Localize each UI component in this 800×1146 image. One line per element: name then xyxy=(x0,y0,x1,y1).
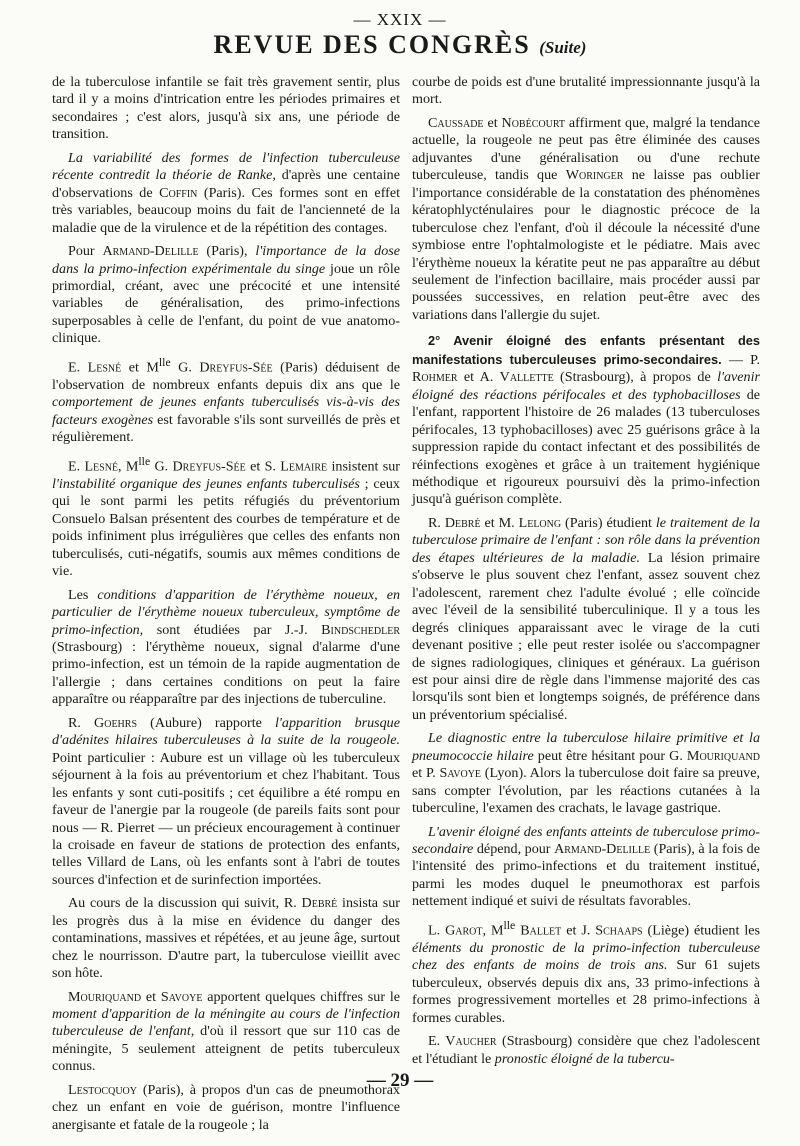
author-name: P. Savoye xyxy=(425,765,482,782)
text: Point particulier : Aubure est un village où les tuberculeux séjournent à la fois au préventorium et chez l'habitant. Tous les enfants y sont cuti-positifs ; cet équilibre a été rompu en faveur de l'anergie par la rougeole (de pareils faits sont pour nous — R. Pierret — un précieux encouragement à continuer la croisade en faveur de stations de protection des enfants, telles Villard de Lans, où les enfants sont à l'abri de toutes sources d'infection et de surinfection importées. xyxy=(52,749,400,888)
author-name: Armand-Delille xyxy=(102,243,199,260)
author-name: Savoye xyxy=(160,988,203,1005)
text: peut être hésitant pour xyxy=(533,747,670,764)
text: (Lyon). Alors la tuberculose doit faire sa preuve, sans compter l'évolution, par les réactions cutanées à la tuberculine, l'examen des crachats, le lavage gastrique. xyxy=(412,765,761,817)
text: (Strasbourg) : l'érythème noueux, signal d'alarme d'une primo-infection, est un témoin de la rapide augmentation de l'allergie ; dans certaines conditions on peut la faire apparaître ou réapparaître par des injections de tuberculine. xyxy=(52,638,400,708)
text: joue un rôle primordial, créant, avec une précocité et une intensité variables de généralisation, des primo-infections superposables à celle de l'enfant, du point de vue anatomo-clinique. xyxy=(52,260,401,347)
text: Les xyxy=(68,586,98,603)
italic-text: l'avenir éloigné des réactions périfocales et des typhobacilloses xyxy=(412,369,760,403)
text: et xyxy=(141,988,161,1005)
paragraph xyxy=(412,74,760,109)
author-name: Mouriquand xyxy=(68,988,142,1005)
text: d'où il ressort que sur 110 cas de méningite, 5 seulement atteignent de petits tuberculeux connus. xyxy=(52,1023,400,1075)
text: et xyxy=(483,114,502,131)
right-column xyxy=(412,74,760,1074)
author-name: G. Dreyfus-Sée xyxy=(150,458,246,475)
text: courbe de poids est d'une brutalité impressionnante jusqu'à la mort. xyxy=(412,74,760,108)
text: dépend, pour xyxy=(473,841,555,858)
italic-text: l'importance de la dose dans la primo-infection expérimentale du singe xyxy=(52,243,401,277)
paragraph xyxy=(412,917,760,1027)
paragraph xyxy=(52,587,400,709)
author-name: Woringer xyxy=(565,167,624,184)
paragraph xyxy=(52,895,400,982)
text: et M xyxy=(121,359,159,376)
author-name: R. Debré xyxy=(428,514,481,531)
paragraph xyxy=(52,715,400,890)
author-name: S. Lemaire xyxy=(264,458,328,475)
author-name: Ballet xyxy=(515,922,562,939)
italic-text: comportement de jeunes enfants tuberculisés vis-à-vis des facteurs exogènes xyxy=(52,394,400,428)
author-name: E. Lesné xyxy=(68,359,122,376)
text: de l'enfant, rapportent l'histoire de 26 malades (13 tuberculoses périfocales, 13 typhobacilloses) avec 25 guérisons grâce à la suppression rapide du contact infectant et des possibilités de réinfections exogènes et grâce à un traitement hygiénique méthodique et rigoureux poursuivi dès la primo-infection jusqu'à guérison complète. xyxy=(412,386,760,508)
italic-text: La variabilité des formes de l'infection tuberculeuse récente contredit la théorie de Ranke, xyxy=(52,149,400,184)
author-name: E. Lesné, xyxy=(68,458,122,475)
text: (Liège) étudient les xyxy=(642,922,760,939)
author-name: L. Garot, xyxy=(428,922,487,939)
paragraph xyxy=(52,243,400,348)
page-title-text: REVUE DES CONGRÈS xyxy=(213,30,531,59)
page-title-suite: (Suite) xyxy=(539,38,587,57)
text: (Paris), à la fois de l'intensité des primo-infections et du traitement institué, parmi les modes duquel le pneumothorax est parfois nettement indiqué et suivi de résultats favorables. xyxy=(412,841,760,910)
text: ; ceux qui le sont parmi les petits réfugiés du préventorium Consuelo Balsan présentent des courbes de température et de poids infiniment plus irrégulières que celles des enfants non tuberculisés, cuti-négatifs, soumis aux mêmes conditions de vie. xyxy=(52,475,400,580)
text: (Strasbourg) considère que chez l'adolescent et l'étudiant le xyxy=(412,1033,760,1067)
paragraph xyxy=(52,989,400,1076)
superscript: lle xyxy=(503,918,516,932)
text: (Paris), xyxy=(198,243,256,260)
author-name: Armand-Delille xyxy=(554,841,651,858)
superscript: lle xyxy=(158,355,171,369)
author-name: M. Lelong xyxy=(498,514,562,531)
italic-text: Le diagnostic entre la tuberculose hilaire primitive et la pneumococcie hilaire xyxy=(412,730,760,764)
author-name: Lestocquoy xyxy=(68,1081,137,1098)
text: (Paris), à propos d'un cas de pneumothorax chez un enfant en voie de guérison, montre l'influence anergisante et fatale de la rougeole ; la xyxy=(52,1081,400,1133)
italic-text: le traitement de la tuberculose primaire de l'enfant : son rôle dans la prévention des étapes ultérieures de la maladie. xyxy=(412,514,761,566)
paragraph xyxy=(412,824,760,911)
author-name: Rohmer xyxy=(412,369,458,386)
paragraph xyxy=(52,150,400,237)
page-number: — 29 — xyxy=(366,1070,434,1091)
text: insista sur les progrès dus à la mise en évidence du danger des contaminations, massives et répétées, et au jeune âge, surtout chez le nourrisson. D'autre part, la tuberculose vieillit avec son hôte. xyxy=(52,895,400,982)
text: et xyxy=(561,922,582,939)
author-name: G. Dreyfus-Sée xyxy=(170,359,273,376)
text: apportent quelques chiffres sur le xyxy=(202,988,400,1005)
roman-page-number: — XXIX — xyxy=(353,10,447,29)
text: insistent sur xyxy=(327,458,400,475)
text: Sur 61 sujets tuberculeux, observés depuis dix ans, 33 primo-infections à formes progressivement mortelles et 28 primo-infections à formes curables. xyxy=(412,957,760,1026)
text: sont étudiées par J.-J. xyxy=(143,621,322,638)
text: (Strasbourg), à propos de xyxy=(553,369,718,386)
text: et xyxy=(245,458,265,475)
text: (Paris) déduisent de l'observation de nombreux enfants depuis dix ans que le xyxy=(52,359,401,393)
text: (Aubure) rapporte xyxy=(137,714,275,731)
paragraph xyxy=(52,453,400,581)
author-name: Bindschedler xyxy=(321,621,400,638)
author-name: Vallette xyxy=(499,369,554,386)
author-name: J. Schaaps xyxy=(581,922,643,939)
text: et xyxy=(480,514,499,531)
italic-text: l'instabilité organique des jeunes enfants tuberculisés xyxy=(52,475,360,492)
paragraph xyxy=(412,1033,760,1068)
text: M xyxy=(121,458,139,475)
author-name: E. Vaucher xyxy=(428,1033,497,1050)
author-name: Nobécourt xyxy=(501,114,566,131)
italic-text: pronostic éloigné de la tubercu- xyxy=(494,1050,675,1067)
text: et A. xyxy=(457,369,500,386)
text: Au cours de la discussion qui suivit, xyxy=(68,895,284,912)
author-name: Coffin xyxy=(159,184,198,201)
text: ne laisse pas oublier l'importance considérable de la constatation des phénomènes kératophlycténulaires pour le diagnostic précoce de la tuberculose chez l'enfant, d'où il découle la nécessité d'une symbiose entre l'ophtalmologiste et le pédiatre. Mais avec l'érythème noueux la kératite peut ne pas apparaître au début seulement de l'infection bacillaire, mais procéder aussi par poussées successives, en relation peut-être avec des variations dans l'allergie du sujet. xyxy=(412,167,760,323)
text: — P. xyxy=(721,351,760,368)
paragraph xyxy=(412,730,760,817)
author-name: G. Mouriquand xyxy=(669,747,760,764)
text: affirment que, malgré la tendance actuelle, la rougeole ne peut pas être éliminée des causes adjuvantes d'une généralisation ou d'une rechute tuberculeuse, tandis que xyxy=(412,114,761,184)
text: est favorable s'ils sont surveillés de près et régulièrement. xyxy=(52,411,401,446)
paragraph xyxy=(52,74,400,144)
text: M xyxy=(486,922,504,939)
paragraph xyxy=(412,515,760,724)
section-heading: 2° Avenir éloigné des enfants présentant des manifestations tuberculeuses primo-secondaires. xyxy=(412,333,760,367)
text: (Paris). Ces formes sont en effet très variables, beaucoup moins du fait de l'ancienneté de la maladie que de la virulence et de la répétition des contages. xyxy=(52,184,400,236)
author-name: R. Debré xyxy=(283,895,338,912)
text: et xyxy=(412,765,426,782)
italic-text: L'avenir éloigné des enfants atteints de tuberculose primo-secondaire xyxy=(412,823,760,858)
section-paragraph xyxy=(412,332,760,509)
italic-text: moment d'apparition de la méningite au cours de l'infection tuberculeuse de l'enfant, xyxy=(52,1006,400,1040)
italic-text: l'apparition brusque d'adénites hilaires tuberculeuses à la suite de la rougeole. xyxy=(52,714,400,749)
page-title xyxy=(0,30,800,60)
text: de la tuberculose infantile se fait très gravement sentir, plus tard il y a moins d'intrication entre les périodes primaires et secondaires ; c'est alors, jusqu'à six ans, une période de transition. xyxy=(52,74,400,143)
superscript: lle xyxy=(138,454,151,468)
paragraph xyxy=(412,115,760,324)
left-column xyxy=(52,74,400,1140)
text: La lésion primaire s'observe le plus souvent chez l'enfant, assez souvent chez l'adolescent, rarement chez l'adulte évolué ; elle coïncide avec l'éveil de la sensibilité tuberculinique. Il y a tous les degrés cliniques apparaissant avec le virage de la cuti devenant positive ; elle peut rester isolée ou s'accompagner de signes radiologiques, cliniques et généraux. La guérison est pour ainsi dire de règle dans l'immense majorité des cas lorsqu'ils sont bien et longtemps soignés, de préférence dans un préventorium spécialisé. xyxy=(412,549,760,723)
paragraph xyxy=(52,354,400,447)
text: (Paris) étudient xyxy=(561,514,656,531)
italic-text: éléments du pronostic de la primo-infection tuberculeuse chez des enfants de moins de trois ans. xyxy=(412,939,760,974)
text: Pour xyxy=(68,243,103,260)
italic-text: conditions d'apparition de l'érythème noueux, en particulier de l'érythème noueux tuberculeux, symptôme de primo-infection, xyxy=(52,586,400,638)
author-name: Caussade xyxy=(428,114,484,131)
text: d'après une centaine d'observations de xyxy=(52,167,400,201)
author-name: R. Goehrs xyxy=(68,714,138,731)
